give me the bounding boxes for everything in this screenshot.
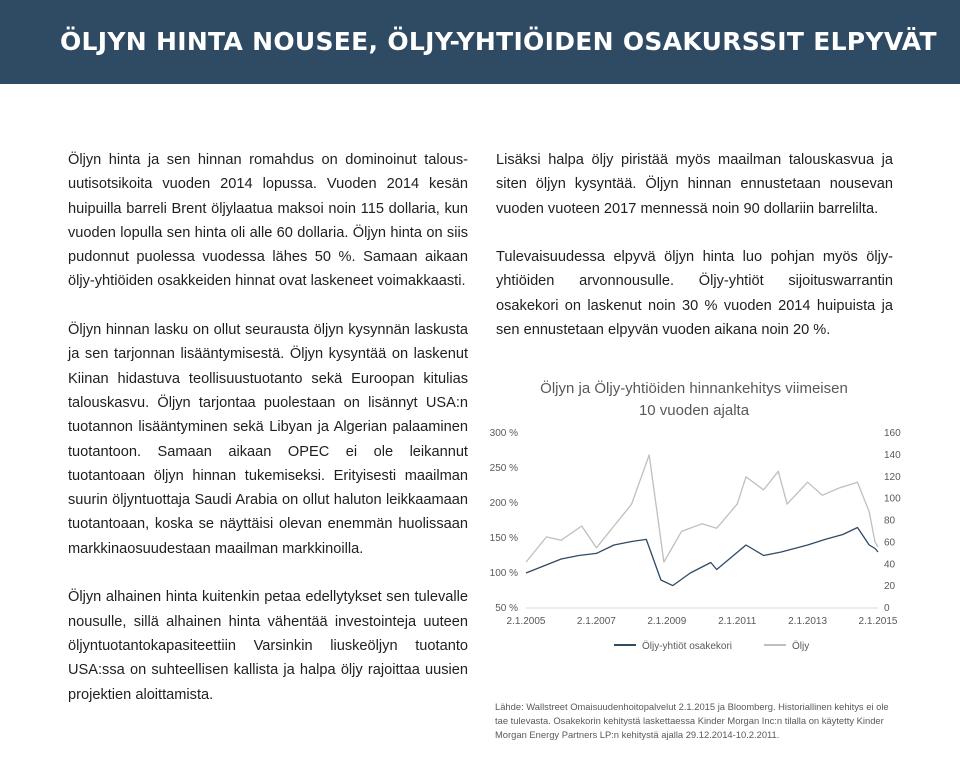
y-right-tick-label: 140 (884, 449, 901, 461)
chart-title-line-2: 10 vuoden ajalta (638, 402, 750, 419)
x-tick-label: 2.1.2011 (718, 616, 757, 627)
y-right-tick-label: 0 (884, 603, 890, 614)
y-right-tick-label: 40 (884, 559, 896, 571)
chart-title-line-1: Öljyn ja Öljy-yhtiöiden hinnankehitys viimeisen (540, 380, 848, 397)
y-left-tick-label: 50 % (495, 603, 518, 614)
x-tick-label: 2.1.2005 (506, 616, 546, 627)
x-tick-label: 2.1.2007 (576, 616, 616, 627)
x-tick-label: 2.1.2015 (858, 616, 898, 627)
oil-companies-line (526, 528, 878, 586)
y-left-tick-label: 250 % (489, 463, 518, 474)
page-title: ÖLJYN HINTA NOUSEE, ÖLJY-YHTIÖIDEN OSAKURSSIT ELPYVÄT (60, 27, 937, 56)
header-banner (0, 0, 960, 84)
left-text-column (68, 148, 468, 731)
y-left-tick-label: 200 % (489, 498, 518, 509)
paragraph: Tulevaisuudessa elpyvä öljyn hinta luo pohjan myös öljy-yhtiöiden arvonnousulle. Öljy-yhtiöt sijoituswarrantin osakekori on laskenut noin 30 % vuoden 2014 huipuista ja sen ennustetaan elpyvän vuoden aikana noin 20 %. (496, 249, 893, 339)
x-tick-label: 2.1.2009 (647, 616, 687, 627)
source-text: Lähde: Wallstreet Omaisuudenhoitopalvelut 2.1.2015 ja Bloomberg. Historiallinen kehitys ei ole tae tulevasta. Osakekorin kehitystä laskettaessa Kinder Morgan Inc:n tilalla on käytetty Kinder Morgan Energy Partners LP:n kehitystä ajalla 29.12.2014-10.2.2011. (495, 701, 889, 740)
oil-price-line (526, 455, 878, 562)
y-left-tick-label: 100 % (489, 568, 518, 579)
legend-label: Öljy-yhtiöt osakekori (642, 641, 733, 652)
paragraph: Lisäksi halpa öljy piristää myös maailman talouskasvua ja siten öljyn kysyntää. Öljyn hinnan ennustetaan nousevan vuoden vuoteen 2017 mennessä noin 90 dollariin barrelilta. (496, 152, 893, 217)
legend-label: Öljy (792, 641, 810, 652)
y-right-tick-label: 20 (884, 581, 896, 593)
y-right-tick-label: 60 (884, 537, 896, 549)
price-chart (484, 368, 914, 668)
y-right-tick-label: 80 (884, 515, 896, 527)
y-left-tick-label: 300 % (489, 428, 518, 439)
paragraph: Öljyn hinnan lasku on ollut seurausta öljyn kysynnän laskusta ja sen tarjonnan lisääntymisestä. Öljyn kysyntää on laskenut Kiinan hidastuva teollisuustuotanto sekä Euroopan kitulias talouskasvu. Öljyn tarjontaa puolestaan on lisännyt USA:n tuotannon lisääntyminen sekä Libyan ja Algerian palaaminen tuotantoon. Samaan aikaan OPEC ei ole leikannut tuotantoaan öljyn hinnan tukemiseksi. Erityisesti maailman suurin öljyntuottaja Saudi Arabia on ollut haluton leikkaamaan tuotantoaan, koska se näyttäisi olevan enemmän huolissaan markkinaosuudestaan maailman markkinoilla. (68, 322, 468, 557)
x-tick-label: 2.1.2013 (788, 616, 828, 627)
y-right-tick-label: 100 (884, 493, 901, 505)
y-left-tick-label: 150 % (489, 533, 518, 544)
y-right-tick-label: 120 (884, 471, 901, 483)
paragraph: Öljyn alhainen hinta kuitenkin petaa edellytykset sen tulevalle nousulle, sillä alhainen hinta vähentää investointeja uuteen öljyntuotantokapasiteettiin Varsinkin liuskeöljyn tuotanto USA:ssa on suhteellisen kallista ja halpa öljy rajoittaa uusien projektien aloittamista. (68, 589, 468, 703)
paragraph: Öljyn hinta ja sen hinnan romahdus on dominoinut talous-uutisotsikoita vuoden 2014 lopussa. Vuoden 2014 kesän huipuilla barreli Brent öljylaatua maksoi noin 115 dollaria, kun vuoden lopulla sen hinta oli alle 60 dollaria. Öljyn hinta on siis pudonnut puolessa vuodessa lähes 50 %. Samaan aikaan öljy-yhtiöiden osakkeiden hinnat ovat laskeneet voimakkaasti. (68, 152, 468, 290)
source-note (495, 700, 895, 742)
right-text-column (496, 148, 893, 367)
y-right-tick-label: 160 (884, 428, 901, 439)
